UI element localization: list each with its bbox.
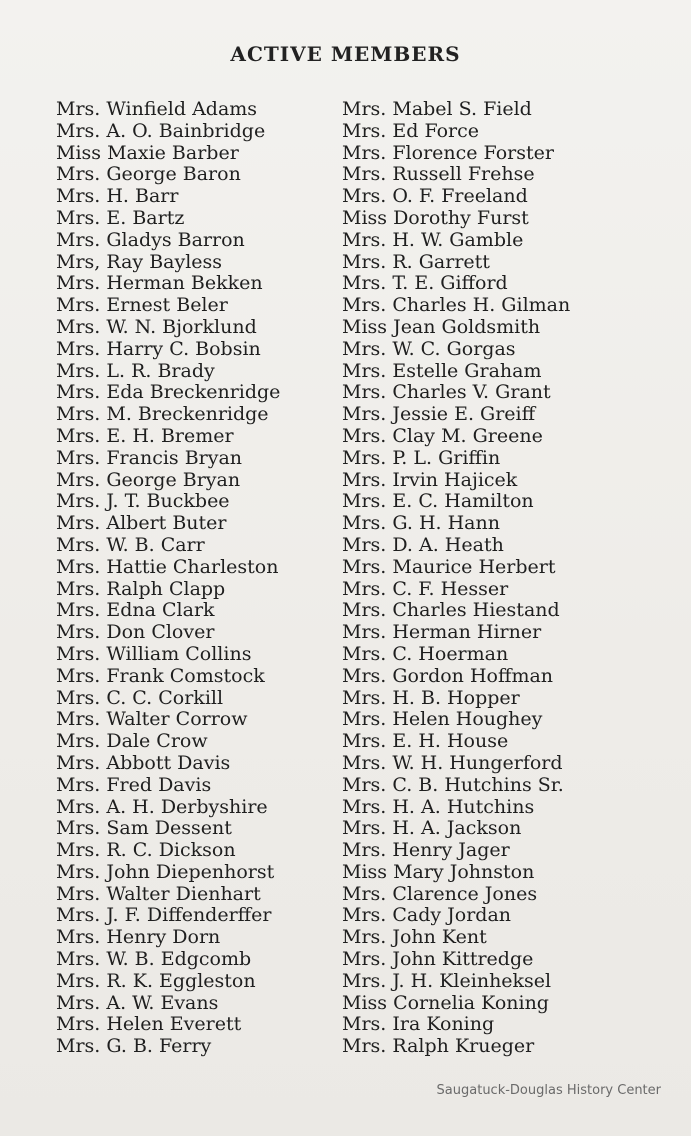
member-name: Mrs. J. T. Buckbee [56,490,230,513]
member-name: Mrs. W. N. Bjorklund [56,315,257,338]
member-name: Mrs. Helen Houghey [342,708,543,731]
member-name: Mrs. Eda Breckenridge [56,381,281,404]
member-name: Mrs. M. Breckenridge [56,403,269,426]
member-name: Mrs. Russell Frehse [342,163,535,186]
member-name: Mrs. T. E. Gifford [342,272,508,295]
member-name: Mrs. H. B. Hopper [342,686,520,709]
member-name: Mrs. Helen Everett [56,1013,242,1036]
member-name: Miss Jean Goldsmith [342,315,541,338]
member-name: Mrs. George Bryan [56,468,241,491]
member-name: Mrs. Estelle Graham [342,359,542,382]
member-name: Mrs. E. H. Bremer [56,424,234,447]
member-name: Mrs. Winfield Adams [56,98,258,120]
member-name: Mrs. John Kittredge [342,948,534,971]
member-name: Mrs. L. R. Brady [56,359,215,382]
member-name: Mrs. C. B. Hutchins Sr. [342,773,564,796]
page-title: ACTIVE MEMBERS [230,42,461,66]
member-name: Mrs. D. A. Heath [342,533,504,556]
member-name: Mrs. Clay M. Greene [342,424,543,447]
member-name: Mrs. Abbott Davis [56,751,231,774]
member-name: Mrs. Harry C. Bobsin [56,337,261,360]
member-name: Mrs. H. A. Hutchins [342,795,535,818]
member-name: Mrs. A. O. Bainbridge [56,119,266,142]
member-name: Mrs. Irvin Hajicek [342,468,518,491]
member-name: Mrs. Henry Dorn [56,926,221,949]
member-name: Miss Mary Johnston [342,860,535,883]
member-name: Mrs. J. H. Kleinheksel [342,969,552,992]
member-name: Mrs. Ralph Clapp [56,577,226,600]
member-name: Mrs. W. B. Carr [56,533,205,556]
member-name: Mrs. E. C. Hamilton [342,490,534,513]
member-name: Miss Maxie Barber [56,141,239,164]
member-name: Mrs. Jessie E. Greiff [342,403,536,426]
member-name: Mrs. Gordon Hoffman [342,664,554,687]
member-name: Mrs. Ira Koning [342,1013,495,1036]
member-name: Mrs. W. H. Hungerford [342,751,563,774]
member-name: Mrs. C. Hoerman [342,642,509,665]
member-name: Mrs. J. F. Diffenderffer [56,904,272,927]
member-name: Mrs. Cady Jordan [342,904,512,927]
member-name: Mrs. Don Clover [56,621,215,644]
member-list-left [56,99,346,1058]
member-name: Mrs. Walter Corrow [56,708,248,731]
member-name: Mrs. Edna Clark [56,599,215,622]
member-name: Mrs. E. Bartz [56,206,185,229]
member-name: Mrs. A. W. Evans [56,991,219,1014]
member-name: Mrs. Henry Jager [342,839,510,862]
member-name: Mrs. John Kent [342,926,487,949]
member-name: Mrs. R. K. Eggleston [56,969,256,992]
member-name: Mrs. E. H. House [342,730,509,753]
member-name: Mrs. H. W. Gamble [342,228,524,251]
member-name: Mrs. George Baron [56,163,241,186]
member-name: Mrs. Fred Davis [56,773,212,796]
member-name: Mrs, Ray Bayless [56,250,223,273]
member-name: Miss Dorothy Furst [342,206,529,229]
member-name: Mrs. G. B. Ferry [56,1035,212,1058]
member-name: Mrs. Walter Dienhart [56,882,261,905]
member-name: Mrs. Albert Buter [56,512,227,535]
member-name: Mrs. Clarence Jones [342,882,538,905]
member-name: Mrs. Frank Comstock [56,664,265,687]
member-name: Mrs. Dale Crow [56,730,208,753]
member-name: Mrs. R. Garrett [342,250,490,273]
member-name: Mrs. Charles H. Gilman [342,294,571,317]
watermark: Saugatuck-Douglas History Center [436,1083,661,1098]
member-list-right [342,99,642,1058]
member-name: Mrs. Charles Hiestand [342,599,560,622]
member-name: Mrs. W. C. Gorgas [342,337,516,360]
member-name: Mrs. P. L. Griffin [342,446,501,469]
member-name: Mrs. H. Barr [56,185,179,208]
member-name: Mrs. Ed Force [342,119,479,142]
member-name: Mrs. Ernest Beler [56,294,228,317]
member-name: Mrs. Sam Dessent [56,817,232,840]
member-name: Mrs. Maurice Herbert [342,555,556,578]
member-name: Mrs. O. F. Freeland [342,185,528,208]
member-name: Mrs. Charles V. Grant [342,381,551,404]
member-name: Mrs. C. C. Corkill [56,686,224,709]
member-name: Mrs. Francis Bryan [56,446,243,469]
member-name: Mrs. Mabel S. Field [342,98,532,120]
member-name: Mrs. Herman Bekken [56,272,263,295]
member-name: Mrs. H. A. Jackson [342,817,522,840]
member-name: Mrs. R. C. Dickson [56,839,236,862]
member-name: Mrs. A. H. Derbyshire [56,795,268,818]
member-name: Mrs. Gladys Barron [56,228,245,251]
member-name: Mrs. Florence Forster [342,141,554,164]
member-name: Mrs. C. F. Hesser [342,577,509,600]
member-name: Mrs. John Diepenhorst [56,860,275,883]
member-name: Mrs. G. H. Hann [342,512,500,535]
member-name: Mrs. W. B. Edgcomb [56,948,252,971]
member-name: Mrs. William Collins [56,642,252,665]
member-name: Mrs. Herman Hirner [342,621,542,644]
member-name: Mrs. Hattie Charleston [56,555,279,578]
member-name: Miss Cornelia Koning [342,991,549,1014]
member-name: Mrs. Ralph Krueger [342,1035,535,1058]
